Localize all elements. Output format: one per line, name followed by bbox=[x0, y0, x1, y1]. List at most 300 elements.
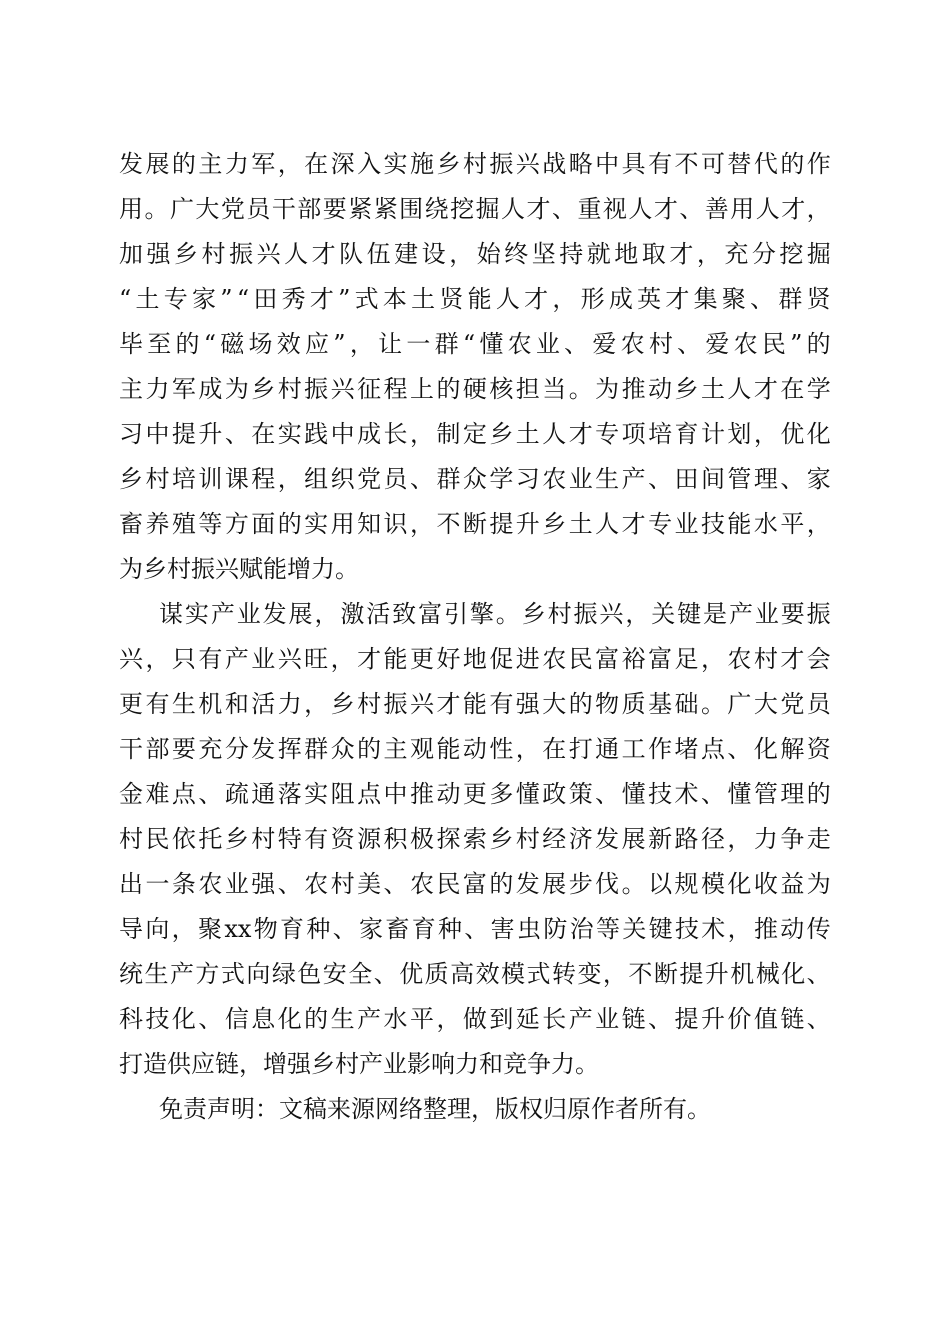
line-char: 极 bbox=[409, 825, 434, 853]
disclaimer-paragraph bbox=[119, 1087, 831, 1132]
line-char: 中 bbox=[595, 150, 620, 178]
line-char: 不 bbox=[628, 960, 653, 988]
line-char: 才 bbox=[436, 690, 461, 718]
line-char: 懂 bbox=[479, 330, 504, 358]
line-char: 育 bbox=[674, 420, 699, 448]
line-char: 经 bbox=[542, 825, 567, 853]
line-char: 织 bbox=[330, 465, 355, 493]
line-char: 更 bbox=[462, 780, 487, 808]
line-char: 益 bbox=[780, 870, 805, 898]
line-char: 懂 bbox=[515, 780, 540, 808]
line-char: 为 bbox=[224, 375, 249, 403]
line-char: 向 bbox=[145, 915, 170, 943]
line-char: 主 bbox=[198, 150, 223, 178]
line-char: 兴 bbox=[330, 375, 355, 403]
line-char: 农 bbox=[542, 465, 567, 493]
line-char: 性 bbox=[489, 735, 514, 763]
line-char: 才 bbox=[311, 240, 336, 268]
line-char: 担 bbox=[515, 375, 540, 403]
line-char: 展 bbox=[288, 600, 313, 628]
text-line bbox=[119, 547, 831, 592]
line-char: 地 bbox=[462, 645, 487, 673]
line-char: 人 bbox=[542, 420, 567, 448]
line-char: 技 bbox=[674, 915, 699, 943]
line-char: 、 bbox=[648, 465, 673, 493]
text-line bbox=[119, 367, 831, 412]
line-char: 力 bbox=[224, 150, 249, 178]
line-char: 培 bbox=[171, 465, 196, 493]
line-char: 致 bbox=[392, 600, 417, 628]
line-char: ， bbox=[753, 420, 778, 448]
line-char: 推 bbox=[621, 375, 646, 403]
line-char: 。 bbox=[621, 870, 646, 898]
line-char: 提 bbox=[171, 420, 196, 448]
line-char: 平 bbox=[780, 510, 805, 538]
line-char: 振 bbox=[383, 690, 408, 718]
line-char: 步 bbox=[568, 870, 593, 898]
line-char: 活 bbox=[251, 690, 276, 718]
line-char: 落 bbox=[277, 780, 302, 808]
line-char: ， bbox=[171, 915, 196, 943]
line-char: 化 bbox=[277, 1005, 302, 1033]
line-char: 众 bbox=[330, 735, 355, 763]
line-char: 信 bbox=[224, 1005, 249, 1033]
line-char: 农 bbox=[409, 870, 434, 898]
line-char: 充 bbox=[724, 240, 749, 268]
line-char: 振 bbox=[304, 375, 329, 403]
line-char: 模 bbox=[501, 960, 526, 988]
line-char: 在 bbox=[304, 150, 329, 178]
line-char: 培 bbox=[648, 420, 673, 448]
line-char: 识 bbox=[383, 510, 408, 538]
line-char: ， bbox=[304, 690, 329, 718]
line-char: 村 bbox=[515, 825, 540, 853]
line-char: 有 bbox=[304, 825, 329, 853]
line-char: 主 bbox=[383, 735, 408, 763]
line-char: ， bbox=[700, 645, 725, 673]
line-char: 才 bbox=[357, 645, 382, 673]
line-char: 链 bbox=[621, 1005, 646, 1033]
line-char: 、 bbox=[198, 1005, 223, 1033]
line-char: 村 bbox=[145, 465, 170, 493]
line-char: 色 bbox=[297, 960, 322, 988]
line-char: 质 bbox=[424, 960, 449, 988]
line-char: 托 bbox=[198, 825, 223, 853]
line-char: 家 bbox=[192, 285, 217, 313]
line-char: ， bbox=[409, 420, 434, 448]
line-char: 农 bbox=[198, 870, 223, 898]
line-char: 集 bbox=[693, 285, 718, 313]
line-char: 持 bbox=[559, 240, 584, 268]
line-char: 乡 bbox=[224, 825, 249, 853]
line-char: 兴 bbox=[119, 645, 143, 673]
line-char: “ bbox=[236, 285, 250, 313]
line-char: 畜 bbox=[385, 915, 410, 943]
line-char: 、 bbox=[332, 915, 357, 943]
line-char: 、 bbox=[727, 735, 752, 763]
line-char: 机 bbox=[198, 690, 223, 718]
line-char: 中 bbox=[330, 420, 355, 448]
line-char: 伐 bbox=[595, 870, 620, 898]
text-line bbox=[119, 907, 831, 952]
line-char: 上 bbox=[409, 375, 434, 403]
line-char: 充 bbox=[198, 735, 223, 763]
line-char: 农 bbox=[733, 330, 758, 358]
line-char: 活 bbox=[366, 600, 391, 628]
line-char: 定 bbox=[462, 420, 487, 448]
line-char: “ bbox=[119, 285, 132, 313]
text-line bbox=[119, 187, 831, 232]
text-line bbox=[119, 232, 831, 277]
line-char: 富 bbox=[595, 645, 620, 673]
line-char: 育 bbox=[280, 915, 305, 943]
line-char: 成 bbox=[198, 375, 223, 403]
line-char: 畜 bbox=[119, 510, 143, 538]
line-char: 术 bbox=[701, 915, 726, 943]
line-char: 一 bbox=[406, 330, 431, 358]
line-char: 训 bbox=[198, 465, 223, 493]
line-char: 高 bbox=[450, 960, 475, 988]
line-char: 乡 bbox=[489, 825, 514, 853]
line-char: 的 bbox=[436, 375, 461, 403]
line-char: 村 bbox=[277, 375, 302, 403]
line-char: 有 bbox=[489, 690, 514, 718]
line-char: 部 bbox=[145, 735, 170, 763]
line-char: 振 bbox=[229, 240, 254, 268]
line-char: 施 bbox=[409, 150, 434, 178]
line-char: 防 bbox=[543, 915, 568, 943]
line-char: 民 bbox=[436, 870, 461, 898]
line-char: 分 bbox=[751, 240, 776, 268]
line-char: 紧 bbox=[348, 195, 373, 223]
line-char: 变 bbox=[577, 960, 602, 988]
line-char: 键 bbox=[648, 915, 673, 943]
line-char: 毕 bbox=[119, 330, 143, 358]
line-char: 效 bbox=[475, 960, 500, 988]
line-char: 动 bbox=[648, 375, 673, 403]
line-char: 制 bbox=[436, 420, 461, 448]
line-char: 兴 bbox=[277, 645, 302, 673]
line-char: 家 bbox=[806, 465, 831, 493]
line-char: 深 bbox=[330, 150, 355, 178]
text-line bbox=[119, 682, 831, 727]
line-char: 主 bbox=[119, 375, 143, 403]
line-text: 为乡村振兴赋能增力。 bbox=[119, 555, 359, 583]
line-char: 具 bbox=[621, 150, 646, 178]
line-char: 在 bbox=[251, 420, 276, 448]
line-char: 富 bbox=[648, 645, 673, 673]
line-char: 组 bbox=[304, 465, 329, 493]
line-char: 、 bbox=[750, 285, 775, 313]
line-char: 振 bbox=[489, 150, 514, 178]
line-char: 擎 bbox=[469, 600, 494, 628]
line-char: 设 bbox=[421, 240, 446, 268]
line-char: 基 bbox=[648, 690, 673, 718]
line-char: ” bbox=[333, 330, 346, 358]
line-char: 效 bbox=[276, 330, 301, 358]
line-char: 实 bbox=[184, 600, 209, 628]
line-char: 围 bbox=[399, 195, 424, 223]
line-char: 的 bbox=[806, 780, 831, 808]
line-char: 关 bbox=[651, 600, 676, 628]
line-char: 程 bbox=[251, 465, 276, 493]
line-char: 依 bbox=[171, 825, 196, 853]
line-char: 略 bbox=[568, 150, 593, 178]
line-char: 治 bbox=[569, 915, 594, 943]
line-char: 土 bbox=[568, 510, 593, 538]
line-char: 资 bbox=[806, 735, 831, 763]
line-char: 才 bbox=[526, 195, 551, 223]
line-char: 人 bbox=[628, 195, 653, 223]
line-char: 通 bbox=[251, 780, 276, 808]
line-char: 式 bbox=[220, 960, 245, 988]
line-char: 断 bbox=[653, 960, 678, 988]
line-char: ， bbox=[349, 330, 374, 358]
line-char: 好 bbox=[436, 645, 461, 673]
line-char: 生 bbox=[595, 465, 620, 493]
line-char: 不 bbox=[674, 150, 699, 178]
line-char: 能 bbox=[436, 735, 461, 763]
line-char: 紧 bbox=[373, 195, 398, 223]
line-char: 式 bbox=[526, 960, 551, 988]
line-char: 、 bbox=[564, 330, 589, 358]
line-char: 全 bbox=[348, 960, 373, 988]
line-char: 产 bbox=[621, 465, 646, 493]
text-line bbox=[119, 637, 831, 682]
line-char: 应 bbox=[305, 330, 330, 358]
line-char: 产 bbox=[728, 600, 753, 628]
line-char: 害 bbox=[490, 915, 515, 943]
line-char: 长 bbox=[542, 1005, 567, 1033]
line-char: 为 bbox=[806, 870, 831, 898]
line-char: 的 bbox=[568, 690, 593, 718]
line-char: 展 bbox=[621, 825, 646, 853]
line-char: 谋 bbox=[159, 600, 183, 628]
line-char: 专 bbox=[163, 285, 188, 313]
line-char: 兴 bbox=[515, 150, 540, 178]
line-char: 径 bbox=[700, 825, 725, 853]
line-char: 村 bbox=[330, 870, 355, 898]
line-char: 军 bbox=[251, 150, 276, 178]
line-char: 械 bbox=[755, 960, 780, 988]
line-char: 划 bbox=[727, 420, 752, 448]
line-char: 乡 bbox=[330, 690, 355, 718]
line-char: 业 bbox=[754, 600, 779, 628]
line-char: 平 bbox=[409, 1005, 434, 1033]
line-char: 建 bbox=[394, 240, 419, 268]
line-char: 群 bbox=[304, 735, 329, 763]
line-char: 能 bbox=[383, 645, 408, 673]
line-char: 优 bbox=[399, 960, 424, 988]
line-char: 美 bbox=[357, 870, 382, 898]
line-char: 作 bbox=[648, 735, 673, 763]
line-char: 特 bbox=[277, 825, 302, 853]
line-char: 要 bbox=[171, 735, 196, 763]
line-char: 动 bbox=[436, 780, 461, 808]
line-char: 代 bbox=[753, 150, 778, 178]
line-char: 爱 bbox=[592, 330, 617, 358]
line-char: 点 bbox=[700, 735, 725, 763]
line-char: 学 bbox=[806, 375, 831, 403]
line-char: 实 bbox=[383, 150, 408, 178]
line-char: 、 bbox=[806, 960, 831, 988]
line-char: 土 bbox=[700, 375, 725, 403]
line-char: 成 bbox=[357, 420, 382, 448]
line-char: 人 bbox=[727, 375, 752, 403]
line-char: 入 bbox=[357, 150, 382, 178]
line-char: 挖 bbox=[450, 195, 475, 223]
line-char: 、 bbox=[224, 420, 249, 448]
line-char: 习 bbox=[119, 420, 143, 448]
line-char: 地 bbox=[614, 240, 639, 268]
line-char: 磁 bbox=[220, 330, 245, 358]
line-char: 党 bbox=[780, 690, 805, 718]
line-char: ， bbox=[806, 510, 831, 538]
line-char: 用 bbox=[119, 195, 143, 223]
line-char: 秀 bbox=[281, 285, 306, 313]
line-char: 才 bbox=[753, 375, 778, 403]
line-char: 一 bbox=[145, 870, 170, 898]
line-char: 兴 bbox=[256, 240, 281, 268]
line-char: 民 bbox=[568, 645, 593, 673]
line-char: 化 bbox=[781, 960, 806, 988]
line-char: 振 bbox=[806, 600, 831, 628]
line-char: 产 bbox=[210, 600, 235, 628]
line-char: 的 bbox=[489, 870, 514, 898]
line-char: 旺 bbox=[304, 645, 329, 673]
line-char: 业 bbox=[236, 600, 261, 628]
line-char: 绿 bbox=[271, 960, 296, 988]
line-char: 、 bbox=[677, 330, 702, 358]
line-char: 动 bbox=[780, 915, 805, 943]
line-char: 升 bbox=[700, 1005, 725, 1033]
line-char: 村 bbox=[753, 645, 778, 673]
line-char: 才 bbox=[309, 285, 334, 313]
line-char: 点 bbox=[357, 780, 382, 808]
line-char: 升 bbox=[198, 420, 223, 448]
line-char: 人 bbox=[501, 195, 526, 223]
line-char: 提 bbox=[489, 510, 514, 538]
line-char: 群 bbox=[778, 285, 803, 313]
line-char: 观 bbox=[409, 735, 434, 763]
line-char: 绕 bbox=[424, 195, 449, 223]
line-char: 做 bbox=[462, 1005, 487, 1033]
line-char: 掘 bbox=[475, 195, 500, 223]
line-char: 才 bbox=[568, 420, 593, 448]
line-char: 践 bbox=[304, 420, 329, 448]
line-char: 策 bbox=[568, 780, 593, 808]
line-char: 新 bbox=[648, 825, 673, 853]
line-char: 村 bbox=[547, 600, 572, 628]
line-char: 争 bbox=[780, 825, 805, 853]
line-char: 为 bbox=[595, 375, 620, 403]
text-line bbox=[119, 412, 831, 457]
line-char: 堵 bbox=[674, 735, 699, 763]
line-char: 实 bbox=[304, 780, 329, 808]
line-char: 部 bbox=[297, 195, 322, 223]
line-char: 业 bbox=[251, 645, 276, 673]
line-char: 条 bbox=[171, 870, 196, 898]
line-char: 向 bbox=[246, 960, 271, 988]
line-char: 挖 bbox=[779, 240, 804, 268]
line-char: 足 bbox=[674, 645, 699, 673]
line-text: 打造供应链，增强乡村产业影响力和竞争力。 bbox=[119, 1050, 599, 1078]
line-char: 兴 bbox=[599, 600, 624, 628]
line-char: 提 bbox=[679, 960, 704, 988]
line-char: 规 bbox=[674, 870, 699, 898]
line-char: 乡 bbox=[436, 150, 461, 178]
line-char: 干 bbox=[119, 735, 143, 763]
line-char: 贤 bbox=[439, 285, 464, 313]
text-line bbox=[119, 457, 831, 502]
line-char: 程 bbox=[383, 375, 408, 403]
line-char: ， bbox=[625, 600, 650, 628]
line-char: 田 bbox=[674, 465, 699, 493]
line-char: 田 bbox=[253, 285, 278, 313]
line-char: 产 bbox=[357, 1005, 382, 1033]
line-char: 乡 bbox=[251, 375, 276, 403]
line-char: 形 bbox=[580, 285, 605, 313]
line-char: 方 bbox=[195, 960, 220, 988]
line-char: 终 bbox=[504, 240, 529, 268]
line-char: 虫 bbox=[517, 915, 541, 943]
line-char: 资 bbox=[330, 825, 355, 853]
line-char: 让 bbox=[378, 330, 403, 358]
text-line bbox=[119, 997, 831, 1042]
line-char: 更 bbox=[409, 645, 434, 673]
line-char: 导 bbox=[119, 915, 143, 943]
line-char: 展 bbox=[145, 150, 170, 178]
line-char: “ bbox=[203, 330, 217, 358]
line-char: 员 bbox=[383, 465, 408, 493]
line-char: 到 bbox=[489, 1005, 514, 1033]
line-char: 的 bbox=[357, 735, 382, 763]
line-char: 善 bbox=[704, 195, 729, 223]
line-char: 员 bbox=[806, 690, 831, 718]
line-char: 土 bbox=[515, 420, 540, 448]
line-char: 人 bbox=[595, 510, 620, 538]
line-char: 不 bbox=[436, 510, 461, 538]
text-line bbox=[119, 322, 831, 367]
text-line bbox=[119, 817, 831, 862]
line-char: 工 bbox=[621, 735, 646, 763]
line-char: 大 bbox=[542, 690, 567, 718]
line-char: 作 bbox=[806, 150, 831, 178]
line-char: 才 bbox=[524, 285, 549, 313]
line-char: 展 bbox=[542, 870, 567, 898]
line-char: 的 bbox=[304, 1005, 329, 1033]
line-char: 才 bbox=[653, 195, 678, 223]
line-char: ， bbox=[436, 1005, 461, 1033]
line-char: 力 bbox=[145, 375, 170, 403]
line-char: 始 bbox=[476, 240, 501, 268]
line-char: 要 bbox=[322, 195, 347, 223]
line-char: ， bbox=[727, 915, 752, 943]
line-char: 推 bbox=[753, 915, 778, 943]
line-char: 技 bbox=[700, 510, 725, 538]
line-char: 英 bbox=[637, 285, 662, 313]
line-char: 员 bbox=[246, 195, 271, 223]
line-char: 动 bbox=[462, 735, 487, 763]
line-char: 升 bbox=[515, 510, 540, 538]
line-char: 出 bbox=[119, 870, 143, 898]
text-line bbox=[119, 727, 831, 772]
line-char: 关 bbox=[622, 915, 647, 943]
line-char: 理 bbox=[780, 780, 805, 808]
line-char: 富 bbox=[418, 600, 443, 628]
line-char: 才 bbox=[621, 510, 646, 538]
line-char: 就 bbox=[586, 240, 611, 268]
